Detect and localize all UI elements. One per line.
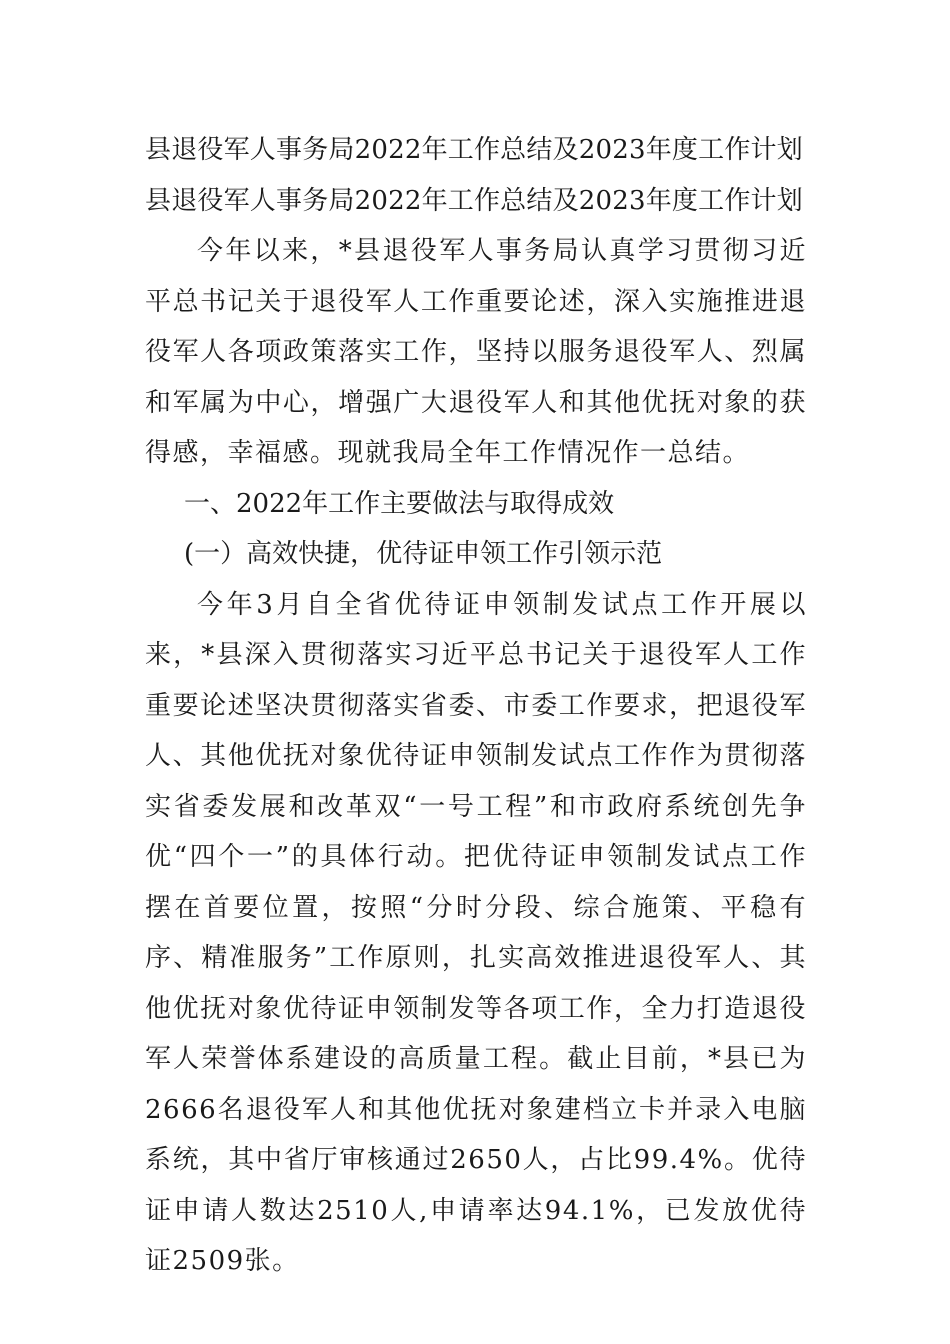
- intro-paragraph: 今年以来，*县退役军人事务局认真学习贯彻习近平总书记关于退役军人工作重要论述，深入实施推进退役军人各项政策落实工作，坚持以服务退役军人、烈属和军属为中心，增强广大退役军人和其他优抚对象的获得感，幸福感。现就我局全年工作情况作一总结。: [145, 236, 807, 468]
- body-paragraph: 今年3月自全省优待证申领制发试点工作开展以来，*县深入贯彻落实习近平总书记关于退役军人工作重要论述坚决贯彻落实省委、市委工作要求，把退役军人、其他优抚对象优待证申领制发试点工作作为贯彻落实省委发展和改革双“一号工程”和市政府系统创先争优“四个一”的具体行动。把优待证申领制发试点工作摆在首要位置，按照“分时分段、综合施策、平稳有序、精准服务”工作原则，扎实高效推进退役军人、其他优抚对象优待证申领制发等各项工作，全力打造退役军人荣誉体系建设的高质量工程。截止目前，*县已为2666名退役军人和其他优抚对象建档立卡并录入电脑系统，其中省厅审核通过2650人，占比99.4%。优待证申请人数达2510人,申请率达94.1%，已发放优待证2509张。: [145, 589, 807, 1276]
- document-title: 县退役军人事务局2022年工作总结及2023年度工作计划: [145, 135, 803, 165]
- section-heading: 一、2022年工作主要做法与取得成效: [184, 488, 615, 519]
- subsection-heading: (一）高效快捷，优待证申领工作引领示范: [184, 539, 663, 569]
- document-title-repeat: 县退役军人事务局2022年工作总结及2023年度工作计划: [145, 185, 803, 216]
- document-body: [145, 125, 807, 1287]
